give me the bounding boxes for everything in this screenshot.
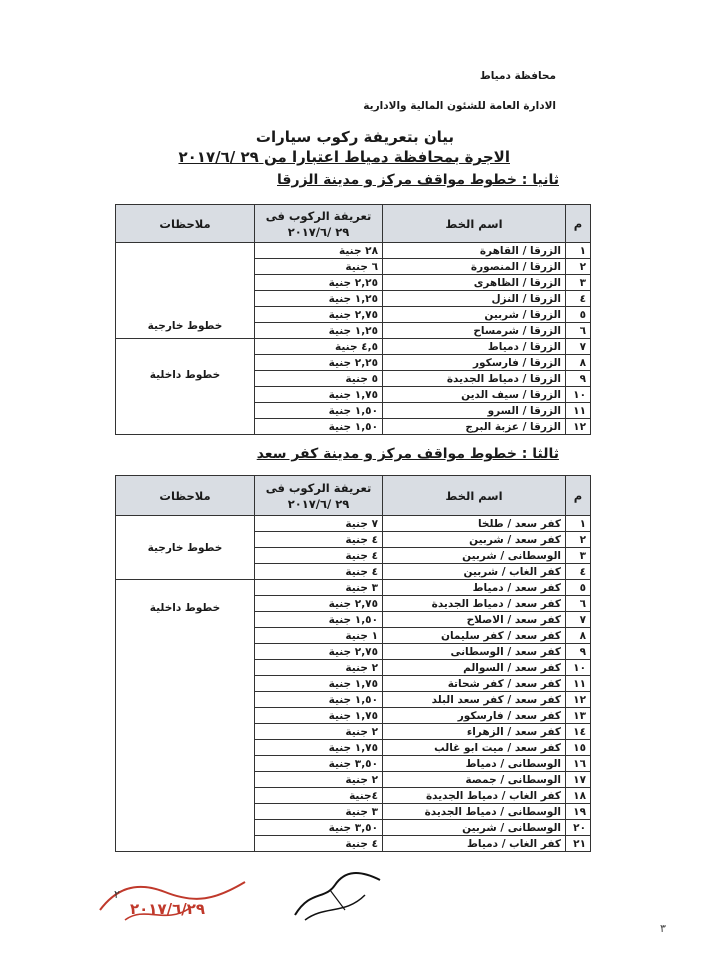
line-name: كفر سعد / الاصلاح bbox=[383, 612, 566, 628]
row-number: ٣ bbox=[566, 548, 591, 564]
col-header-num: م bbox=[566, 205, 591, 243]
col-header-name: اسم الخط bbox=[383, 205, 566, 243]
row-number: ١٣ bbox=[566, 708, 591, 724]
row-number: ٤ bbox=[566, 291, 591, 307]
line-name: كفر سعد / شربين bbox=[383, 532, 566, 548]
line-name: الزرقا / شربين bbox=[383, 307, 566, 323]
line-name: كفر سعد / دمياط bbox=[383, 580, 566, 596]
fare-value: ٣ جنية bbox=[255, 804, 383, 820]
table-header-row bbox=[116, 476, 591, 516]
row-number: ٤ bbox=[566, 564, 591, 580]
row-number: ١٥ bbox=[566, 740, 591, 756]
notes-group-internal: خطوط داخلية bbox=[116, 580, 255, 852]
line-name: كفر سعد / كفر شحاتة bbox=[383, 676, 566, 692]
line-name: الزرقا / سيف الدين bbox=[383, 387, 566, 403]
corner-page-number: ٣ bbox=[660, 922, 666, 935]
row-number: ٢٠ bbox=[566, 820, 591, 836]
fare-value: ٧ جنية bbox=[255, 516, 383, 532]
department-name: الادارة العامة للشئون المالية والادارية bbox=[363, 100, 556, 112]
row-number: ٦ bbox=[566, 596, 591, 612]
col-header-notes: ملاحظات bbox=[116, 476, 255, 516]
fare-value: ٢,٧٥ جنية bbox=[255, 307, 383, 323]
line-name: الوسطانى / شربين bbox=[383, 820, 566, 836]
row-number: ١٢ bbox=[566, 692, 591, 708]
fare-value: ٣ جنية bbox=[255, 580, 383, 596]
row-number: ٨ bbox=[566, 628, 591, 644]
col-header-fare: تعريفة الركوب فى ٢٩ /٢٠١٧/٦ bbox=[255, 476, 383, 516]
table-header-row bbox=[116, 205, 591, 243]
fare-value: ١,٧٥ جنية bbox=[255, 387, 383, 403]
fare-value: ٤ جنية bbox=[255, 548, 383, 564]
line-name: كفر سعد / ميت ابو غالب bbox=[383, 740, 566, 756]
col-header-name: اسم الخط bbox=[383, 476, 566, 516]
fare-value: ١ جنية bbox=[255, 628, 383, 644]
table-row bbox=[116, 516, 591, 532]
row-number: ١٤ bbox=[566, 724, 591, 740]
line-name: كفر سعد / طلخا bbox=[383, 516, 566, 532]
line-name: كفر الغاب / دمياط bbox=[383, 836, 566, 852]
fare-value: ٤جنية bbox=[255, 788, 383, 804]
line-name: الزرقا / دمياط bbox=[383, 339, 566, 355]
row-number: ٢ bbox=[566, 259, 591, 275]
fare-value: ٥ جنية bbox=[255, 371, 383, 387]
fare-value: ٦ جنية bbox=[255, 259, 383, 275]
fare-value: ٤ جنية bbox=[255, 836, 383, 852]
row-number: ٢١ bbox=[566, 836, 591, 852]
fare-value: ٢,٢٥ جنية bbox=[255, 275, 383, 291]
fare-value: ١,٥٠ جنية bbox=[255, 692, 383, 708]
row-number: ٦ bbox=[566, 323, 591, 339]
row-number: ٩ bbox=[566, 644, 591, 660]
col-header-num: م bbox=[566, 476, 591, 516]
row-number: ١٦ bbox=[566, 756, 591, 772]
line-name: الوسطانى / دمياط bbox=[383, 756, 566, 772]
fare-value: ٢ جنية bbox=[255, 724, 383, 740]
fare-value: ٤ جنية bbox=[255, 532, 383, 548]
line-name: كفر سعد / كفر سعد البلد bbox=[383, 692, 566, 708]
line-name: كفر سعد / الزهراء bbox=[383, 724, 566, 740]
line-name: كفر سعد / دمياط الجديدة bbox=[383, 596, 566, 612]
row-number: ٧ bbox=[566, 612, 591, 628]
official-signature bbox=[285, 860, 395, 930]
doc-title-line1: بيان بتعريفة ركوب سيارات bbox=[255, 128, 455, 146]
line-name: الزرقا / القاهرة bbox=[383, 243, 566, 259]
page-number: ٢ bbox=[114, 888, 120, 901]
row-number: ٨ bbox=[566, 355, 591, 371]
row-number: ٩ bbox=[566, 371, 591, 387]
table-row bbox=[116, 580, 591, 596]
line-name: الزرقا / المنصورة bbox=[383, 259, 566, 275]
row-number: ١٧ bbox=[566, 772, 591, 788]
row-number: ٥ bbox=[566, 307, 591, 323]
row-number: ٢ bbox=[566, 532, 591, 548]
line-name: كفر الغاب / شربين bbox=[383, 564, 566, 580]
notes-group-external: خطوط خارجية bbox=[116, 243, 255, 339]
row-number: ١٨ bbox=[566, 788, 591, 804]
line-name: كفر سعد / السوالم bbox=[383, 660, 566, 676]
fare-value: ١,٥٠ جنية bbox=[255, 403, 383, 419]
line-name: الوسطانى / جمصة bbox=[383, 772, 566, 788]
fare-value: ١,٧٥ جنية bbox=[255, 708, 383, 724]
row-number: ١٠ bbox=[566, 660, 591, 676]
row-number: ١٩ bbox=[566, 804, 591, 820]
row-number: ٧ bbox=[566, 339, 591, 355]
line-name: الوسطانى / شربين bbox=[383, 548, 566, 564]
fare-value: ٢ جنية bbox=[255, 772, 383, 788]
kafr-saad-fares-table bbox=[115, 475, 591, 852]
line-name: الزرقا / عزبة البرج bbox=[383, 419, 566, 435]
fare-value: ١,٢٥ جنية bbox=[255, 291, 383, 307]
row-number: ١١ bbox=[566, 676, 591, 692]
fare-value: ٤ جنية bbox=[255, 564, 383, 580]
signature-scribble-icon bbox=[285, 860, 395, 930]
fare-value: ٣,٥٠ جنية bbox=[255, 820, 383, 836]
notes-group-internal: خطوط داخلية bbox=[116, 339, 255, 435]
fare-value: ٣,٥٠ جنية bbox=[255, 756, 383, 772]
fare-value: ٢,٢٥ جنية bbox=[255, 355, 383, 371]
line-name: كفر الغاب / دمياط الجديدة bbox=[383, 788, 566, 804]
fare-value: ١,٥٠ جنية bbox=[255, 612, 383, 628]
row-number: ١ bbox=[566, 516, 591, 532]
line-name: الزرقا / السرو bbox=[383, 403, 566, 419]
fare-value: ٢,٧٥ جنية bbox=[255, 596, 383, 612]
row-number: ١ bbox=[566, 243, 591, 259]
fare-value: ٢,٧٥ جنية bbox=[255, 644, 383, 660]
line-name: الزرقا / فارسكور bbox=[383, 355, 566, 371]
doc-title-line2: الاجرة بمحافظة دمياط اعتبارا من ٢٩ /٢٠١٧/٦ bbox=[178, 148, 510, 166]
row-number: ٣ bbox=[566, 275, 591, 291]
line-name: الزرقا / النزل bbox=[383, 291, 566, 307]
line-name: الزرقا / دمياط الجديدة bbox=[383, 371, 566, 387]
fare-value: ٢٨ جنية bbox=[255, 243, 383, 259]
line-name: الزرقا / شرمساح bbox=[383, 323, 566, 339]
row-number: ١٠ bbox=[566, 387, 591, 403]
zarqa-fares-table bbox=[115, 204, 591, 435]
section3-title: ثالثا : خطوط مواقف مركز و مدينة كفر سعد bbox=[256, 446, 559, 462]
fare-value: ٢ جنية bbox=[255, 660, 383, 676]
line-name: كفر سعد / فارسكور bbox=[383, 708, 566, 724]
fare-value: ٤,٥ جنية bbox=[255, 339, 383, 355]
line-name: كفر سعد / كفر سليمان bbox=[383, 628, 566, 644]
line-name: الوسطانى / دمياط الجديدة bbox=[383, 804, 566, 820]
col-header-notes: ملاحظات bbox=[116, 205, 255, 243]
row-number: ١٢ bbox=[566, 419, 591, 435]
row-number: ٥ bbox=[566, 580, 591, 596]
table-row bbox=[116, 339, 591, 355]
fare-value: ١,٢٥ جنية bbox=[255, 323, 383, 339]
fare-value: ١,٥٠ جنية bbox=[255, 419, 383, 435]
fare-value: ١,٧٥ جنية bbox=[255, 740, 383, 756]
signature-date-text: ٢٠١٧/٦/٢٩ bbox=[130, 900, 206, 918]
line-name: كفر سعد / الوسطانى bbox=[383, 644, 566, 660]
fare-value: ١,٧٥ جنية bbox=[255, 676, 383, 692]
row-number: ١١ bbox=[566, 403, 591, 419]
line-name: الزرقا / الظاهرى bbox=[383, 275, 566, 291]
table-row bbox=[116, 243, 591, 259]
governorate-name: محافظة دمياط bbox=[479, 70, 556, 82]
section2-title: ثانيا : خطوط مواقف مركز و مدينة الزرقا bbox=[277, 172, 559, 188]
notes-group-external: خطوط خارجية bbox=[116, 516, 255, 580]
col-header-fare: تعريفة الركوب فى ٢٩ /٢٠١٧/٦ bbox=[255, 205, 383, 243]
